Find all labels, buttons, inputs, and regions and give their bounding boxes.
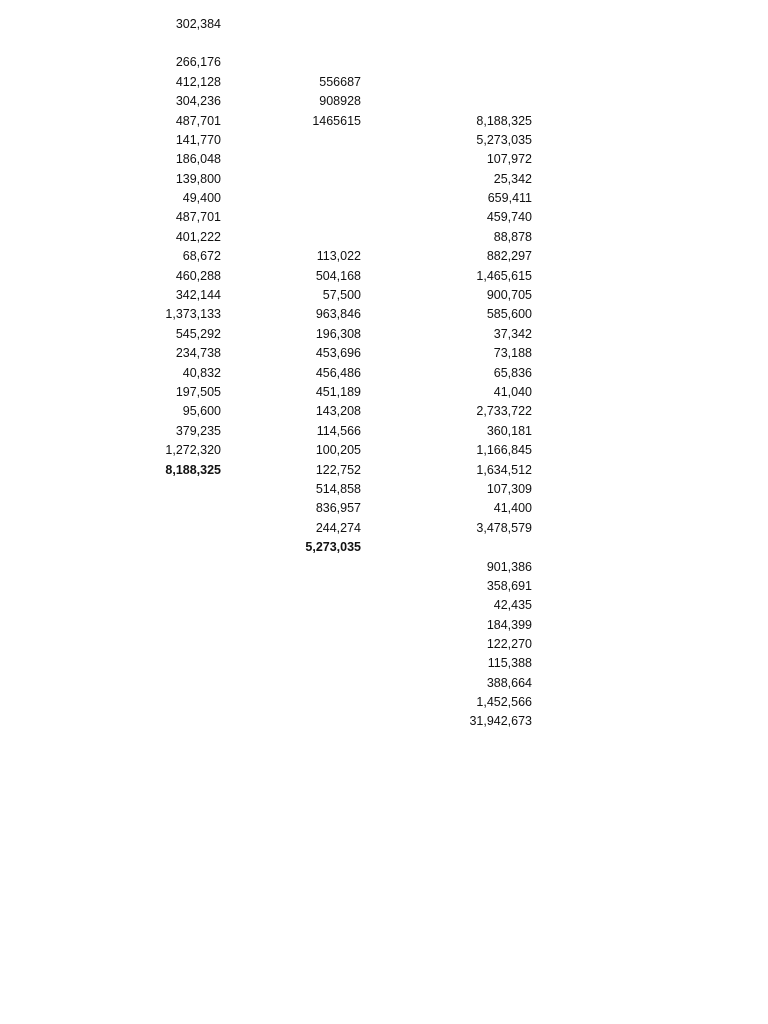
number-value: 459,740 bbox=[486, 210, 532, 224]
number-value: 1,465,615 bbox=[476, 269, 532, 283]
number-value: 115,388 bbox=[487, 656, 532, 670]
number-value: 504,168 bbox=[315, 269, 361, 283]
number-value: 73,188 bbox=[493, 346, 532, 360]
number-value: 42,435 bbox=[493, 598, 532, 612]
number-value: 122,270 bbox=[486, 637, 532, 651]
number-value: 460,288 bbox=[175, 269, 221, 283]
number-value: 57,500 bbox=[322, 288, 361, 302]
number-value: 901,386 bbox=[486, 560, 532, 574]
number-value: 514,858 bbox=[315, 482, 361, 496]
number-value: 68,672 bbox=[182, 249, 221, 263]
number-value: 487,701 bbox=[175, 114, 221, 128]
number-value: 5,273,035 bbox=[476, 133, 532, 147]
number-value: 360,181 bbox=[486, 424, 532, 438]
number-value: 882,297 bbox=[486, 249, 532, 263]
number-value: 908928 bbox=[319, 94, 361, 108]
number-value: 31,942,673 bbox=[469, 714, 532, 728]
number-value: 456,486 bbox=[315, 366, 361, 380]
number-value: 143,208 bbox=[315, 404, 361, 418]
number-value: 836,957 bbox=[315, 501, 361, 515]
number-value: 545,292 bbox=[175, 327, 221, 341]
number-value: 3,478,579 bbox=[476, 521, 532, 535]
number-value: 41,040 bbox=[493, 385, 532, 399]
total-value: 8,188,325 bbox=[165, 463, 221, 477]
number-value: 65,836 bbox=[493, 366, 532, 380]
number-value: 556687 bbox=[319, 75, 361, 89]
number-value: 197,505 bbox=[175, 385, 221, 399]
number-value: 963,846 bbox=[315, 307, 361, 321]
number-value: 1465615 bbox=[312, 114, 361, 128]
number-value: 358,691 bbox=[486, 579, 532, 593]
number-value: 114,566 bbox=[316, 424, 361, 438]
number-value: 141,770 bbox=[175, 133, 221, 147]
number-value: 1,272,320 bbox=[165, 443, 221, 457]
number-value: 37,342 bbox=[493, 327, 532, 341]
total-value: 5,273,035 bbox=[305, 540, 361, 554]
number-value: 659,411 bbox=[487, 191, 532, 205]
number-value: 266,176 bbox=[175, 55, 221, 69]
number-value: 196,308 bbox=[315, 327, 361, 341]
number-value: 122,752 bbox=[315, 463, 361, 477]
number-value: 2,733,722 bbox=[476, 404, 532, 418]
number-value: 1,373,133 bbox=[165, 307, 221, 321]
number-value: 1,634,512 bbox=[476, 463, 532, 477]
number-value: 234,738 bbox=[175, 346, 221, 360]
number-value: 412,128 bbox=[175, 75, 221, 89]
number-value: 379,235 bbox=[175, 424, 221, 438]
number-value: 401,222 bbox=[175, 230, 221, 244]
number-value: 100,205 bbox=[315, 443, 361, 457]
number-value: 88,878 bbox=[493, 230, 532, 244]
number-value: 900,705 bbox=[486, 288, 532, 302]
number-value: 49,400 bbox=[182, 191, 221, 205]
number-value: 25,342 bbox=[493, 172, 532, 186]
number-value: 388,664 bbox=[486, 676, 532, 690]
number-value: 342,144 bbox=[175, 288, 221, 302]
number-value: 451,189 bbox=[315, 385, 361, 399]
number-value: 184,399 bbox=[486, 618, 532, 632]
number-value: 41,400 bbox=[493, 501, 532, 515]
number-value: 186,048 bbox=[175, 152, 221, 166]
number-value: 244,274 bbox=[315, 521, 361, 535]
number-value: 1,166,845 bbox=[476, 443, 532, 457]
number-value: 453,696 bbox=[315, 346, 361, 360]
number-value: 302,384 bbox=[175, 17, 221, 31]
number-value: 95,600 bbox=[182, 404, 221, 418]
number-value: 40,832 bbox=[182, 366, 221, 380]
number-value: 107,309 bbox=[486, 482, 532, 496]
number-value: 107,972 bbox=[486, 152, 532, 166]
number-value: 139,800 bbox=[175, 172, 221, 186]
number-value: 585,600 bbox=[486, 307, 532, 321]
number-value: 487,701 bbox=[175, 210, 221, 224]
number-value: 304,236 bbox=[175, 94, 221, 108]
number-value: 8,188,325 bbox=[476, 114, 532, 128]
number-value: 113,022 bbox=[316, 249, 361, 263]
number-value: 1,452,566 bbox=[476, 695, 532, 709]
